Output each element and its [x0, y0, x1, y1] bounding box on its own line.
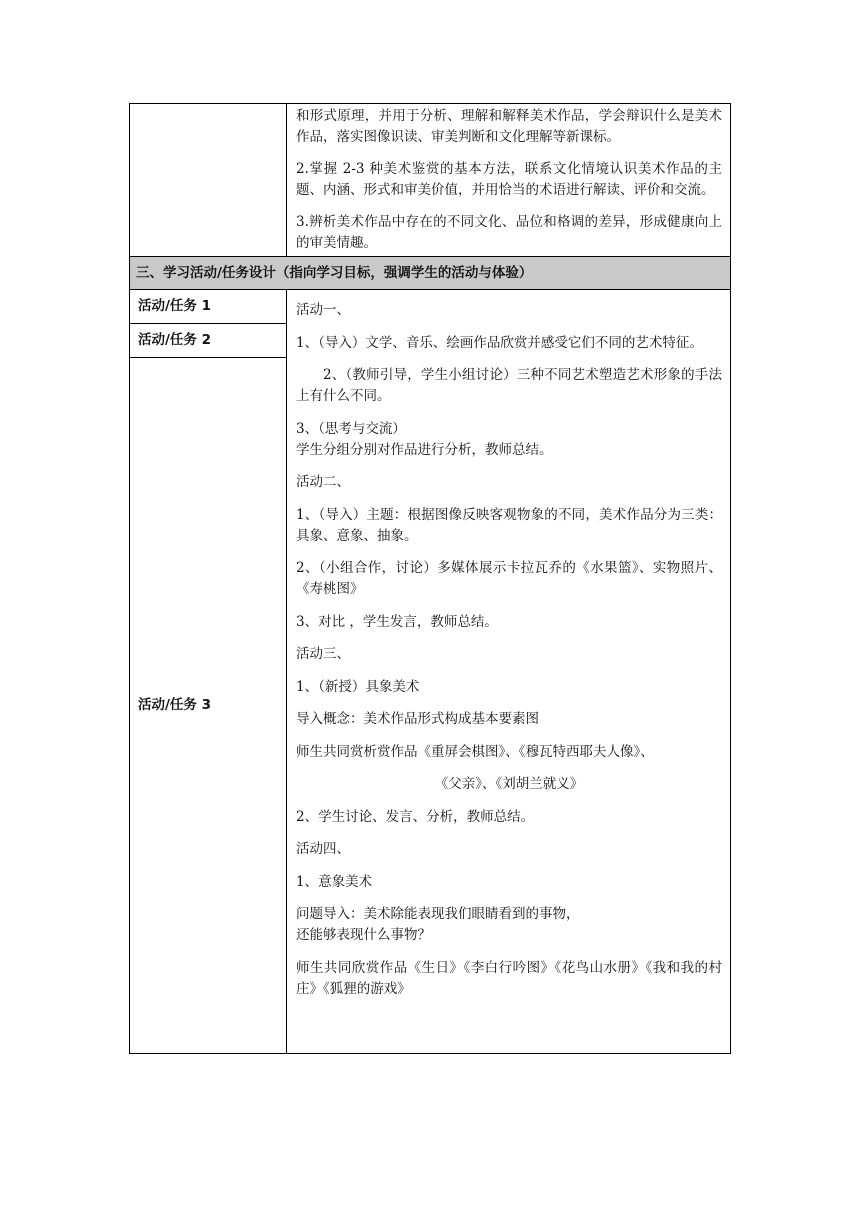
objectives-cell — [287, 104, 731, 257]
lesson-plan-table — [129, 103, 731, 1054]
section-header-row — [130, 257, 731, 290]
section-header: 三、学习活动/任务设计（指向学习目标，强调学生的活动与体验） — [130, 257, 731, 290]
activity-line: 2、学生讨论、发言、分析，教师总结。 — [296, 808, 535, 825]
activity-line: 2、（小组合作，讨论）多媒体展示卡拉瓦乔的《水果篮》、实物照片、《寿桃图》 — [296, 560, 722, 597]
activity-line: 问题导入：美术除能表现我们眼睛看到的事物， — [296, 906, 580, 922]
activity-line: 师生共同赏析赏作品《重屏会棋图》、《穆瓦特西耶夫人像》、 — [296, 743, 654, 760]
activity-line: 3、（思考与交流） — [296, 420, 406, 437]
task-label-2: 活动/任务 2 — [130, 324, 286, 358]
activity-line: 1、（导入）主题：根据图像反映客观物象的不同，美术作品分为三类：具象、意象、抽象。 — [296, 506, 722, 544]
objectives-left-cell — [130, 104, 287, 257]
activity-line: 2、（教师引导，学生小组讨论）三种不同艺术塑造艺术形象的手法上有什么不同。 — [296, 367, 722, 404]
objectives-row — [130, 104, 731, 257]
activity-line: 学生分组分别对作品进行分析，教师总结。 — [296, 441, 553, 458]
activity-line: 1、（新授）具象美术 — [296, 678, 420, 695]
activity-line: 3、对比 ，学生发言，教师总结。 — [296, 613, 498, 630]
activity-line: 活动二、 — [296, 474, 350, 490]
activity-line: 1、意象美术 — [296, 873, 373, 890]
activities-row — [130, 290, 731, 1054]
objective-paragraph-1: 和形式原理，并用于分析、理解和解释美术作品，学会辩识什么是美术作品，落实图像识读、审美判断和文化理解等新课标。 — [296, 108, 722, 145]
activity-line: 师生共同欣赏作品《生日》《李白行吟图》《花鸟山水册》《我和我的村庄》《狐狸的游戏》 — [296, 959, 722, 997]
activity-line: 活动四、 — [296, 841, 350, 857]
task-label-1: 活动/任务 1 — [130, 290, 286, 324]
activities-cell — [287, 290, 731, 1054]
activity-line: 活动一、 — [296, 302, 350, 318]
activity-line: 《父亲》、《刘胡兰就义》 — [434, 776, 584, 792]
activity-line: 导入概念：美术作品形式构成基本要素图 — [296, 711, 539, 727]
activity-line: 还能够表现什么事物？ — [296, 927, 431, 943]
task-label-3: 活动/任务 3 — [138, 697, 212, 713]
objective-paragraph-2: 2.掌握 2-3 种美术鉴赏的基本方法，联系文化情境认识美术作品的主题、内涵、形式和审美价值，并用恰当的术语进行解读、评价和交流。 — [296, 161, 722, 198]
task-labels-cell — [130, 290, 287, 1054]
activity-line: 1、（导入）文学、音乐、绘画作品欣赏并感受它们不同的艺术特征。 — [296, 334, 703, 351]
objective-paragraph-3: 3.辨析美术作品中存在的不同文化、品位和格调的差异，形成健康向上的审美情趣。 — [296, 214, 722, 251]
activity-line: 活动三、 — [296, 646, 350, 662]
